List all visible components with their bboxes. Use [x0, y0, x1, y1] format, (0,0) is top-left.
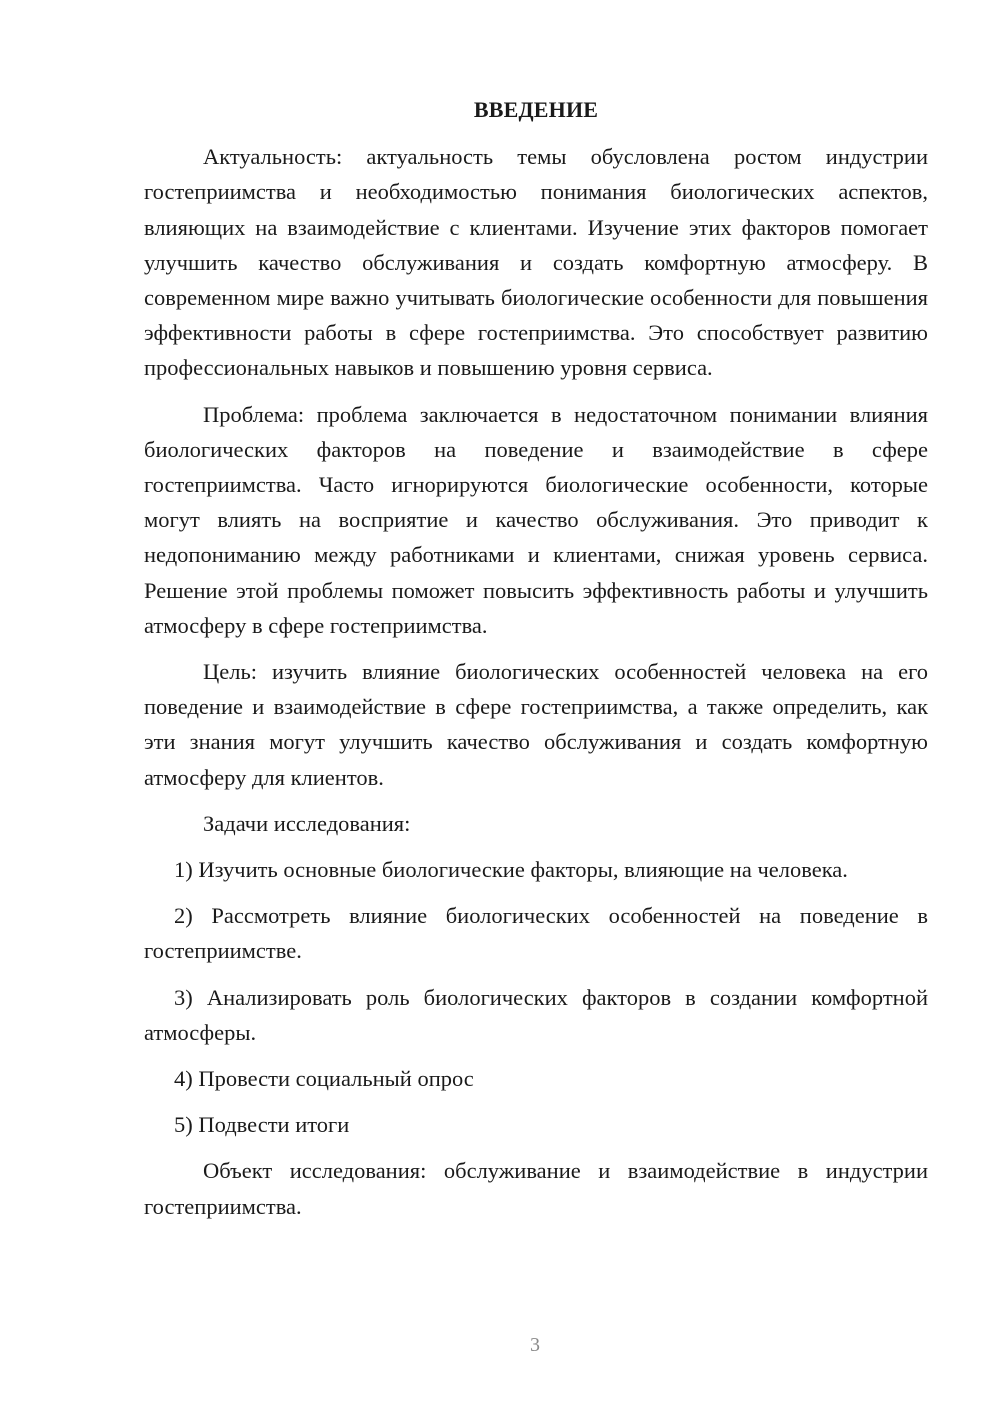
- paragraph-relevance: Актуальность: актуальность темы обусловлена ростом индустрии гостеприимства и необходимостью понимания биологических аспектов, влияющих на взаимодействие с клиентами. Изучение этих факторов помогает улучшить качество обслуживания и создать комфортную атмосферу. В современном мире важно учитывать биологические особенности для повышения эффективности работы в сфере гостеприимства. Это способствует развитию профессиональных навыков и повышению уровня сервиса.: [144, 144, 928, 381]
- paragraph-goal: Цель: изучить влияние биологических особенностей человека на его поведение и взаимодействие в сфере гостеприимства, а также определить, как эти знания могут улучшить качество обслуживания и создать комфортную атмосферу для клиентов.: [144, 659, 928, 790]
- paragraph-object: Объект исследования: обслуживание и взаимодействие в индустрии гостеприимства.: [144, 1158, 928, 1219]
- page-title: ВВЕДЕНИЕ: [473, 97, 599, 122]
- task-item: 2) Рассмотреть влияние биологических особенностей на поведение в гостеприимстве.: [144, 903, 928, 964]
- page-number: 3: [530, 1334, 540, 1356]
- task-item: 5) Подвести итоги: [174, 1112, 350, 1138]
- task-item: 1) Изучить основные биологические факторы, влияющие на человека.: [174, 857, 848, 883]
- paragraph-problem: Проблема: проблема заключается в недостаточном понимании влияния биологических факторов на поведение и взаимодействие в сфере гостеприимства. Часто игнорируются биологические особенности, которые могут влиять на восприятие и качество обслуживания. Это приводит к недопониманию между работниками и клиентами, снижая уровень сервиса. Решение этой проблемы поможет повысить эффективность работы и улучшить атмосферу в сфере гостеприимства.: [144, 401, 928, 638]
- task-item: 3) Анализировать роль биологических факторов в создании комфортной атмосферы.: [144, 984, 928, 1045]
- paragraph-tasks-heading: Задачи исследования:: [203, 810, 411, 836]
- task-list: [144, 852, 928, 1142]
- page-content: [144, 92, 928, 1235]
- task-item: 4) Провести социальный опрос: [174, 1066, 474, 1092]
